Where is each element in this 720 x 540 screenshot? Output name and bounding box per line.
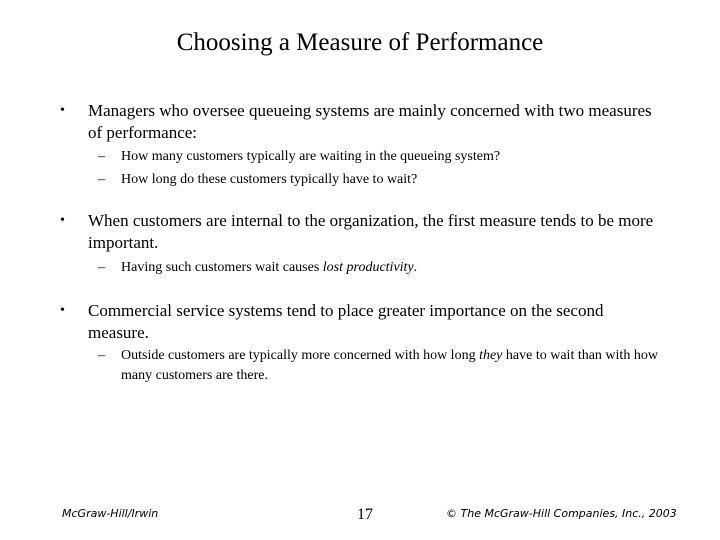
bullet-marker: • xyxy=(60,103,65,118)
footer-publisher: McGraw-Hill/Irwin xyxy=(62,507,159,520)
bullet-marker: • xyxy=(60,213,65,228)
slide-title: Choosing a Measure of Performance xyxy=(176,29,544,56)
sub-bullet-text-part: have to wait than with how many customers are there. xyxy=(121,348,658,383)
sub-bullet-dash: – xyxy=(98,149,105,164)
sub-bullet-dash: – xyxy=(98,348,105,363)
sub-bullet-emphasis: they xyxy=(479,348,503,363)
sub-bullet-dash: – xyxy=(98,260,105,275)
sub-bullet-text-part: Having such customers wait causes xyxy=(121,260,323,275)
sub-bullet-text-part: . xyxy=(413,260,418,275)
sub-bullet-text: How many customers typically are waiting in the queueing system? xyxy=(121,149,501,164)
sub-bullet-text: How long do these customers typically have to wait? xyxy=(121,172,418,187)
sub-bullet-text xyxy=(121,346,681,386)
sub-bullet-text-part: Outside customers are typically more concerned with how long xyxy=(121,348,480,363)
page-number: 17 xyxy=(357,506,373,523)
sub-bullet-dash: – xyxy=(98,172,105,187)
bullet-text: When customers are internal to the organization, the first measure tends to be more important. xyxy=(88,211,654,252)
bullet-text: Managers who oversee queueing systems are mainly concerned with two measures of performance: xyxy=(88,101,652,142)
sub-bullet-text xyxy=(121,258,681,278)
footer-copyright: © The McGraw-Hill Companies, Inc., 2003 xyxy=(446,507,677,520)
sub-bullet-emphasis: lost productivity xyxy=(322,260,414,275)
bullet-text: Commercial service systems tend to place greater importance on the second measure. xyxy=(88,301,604,342)
bullet-marker: • xyxy=(60,303,65,318)
